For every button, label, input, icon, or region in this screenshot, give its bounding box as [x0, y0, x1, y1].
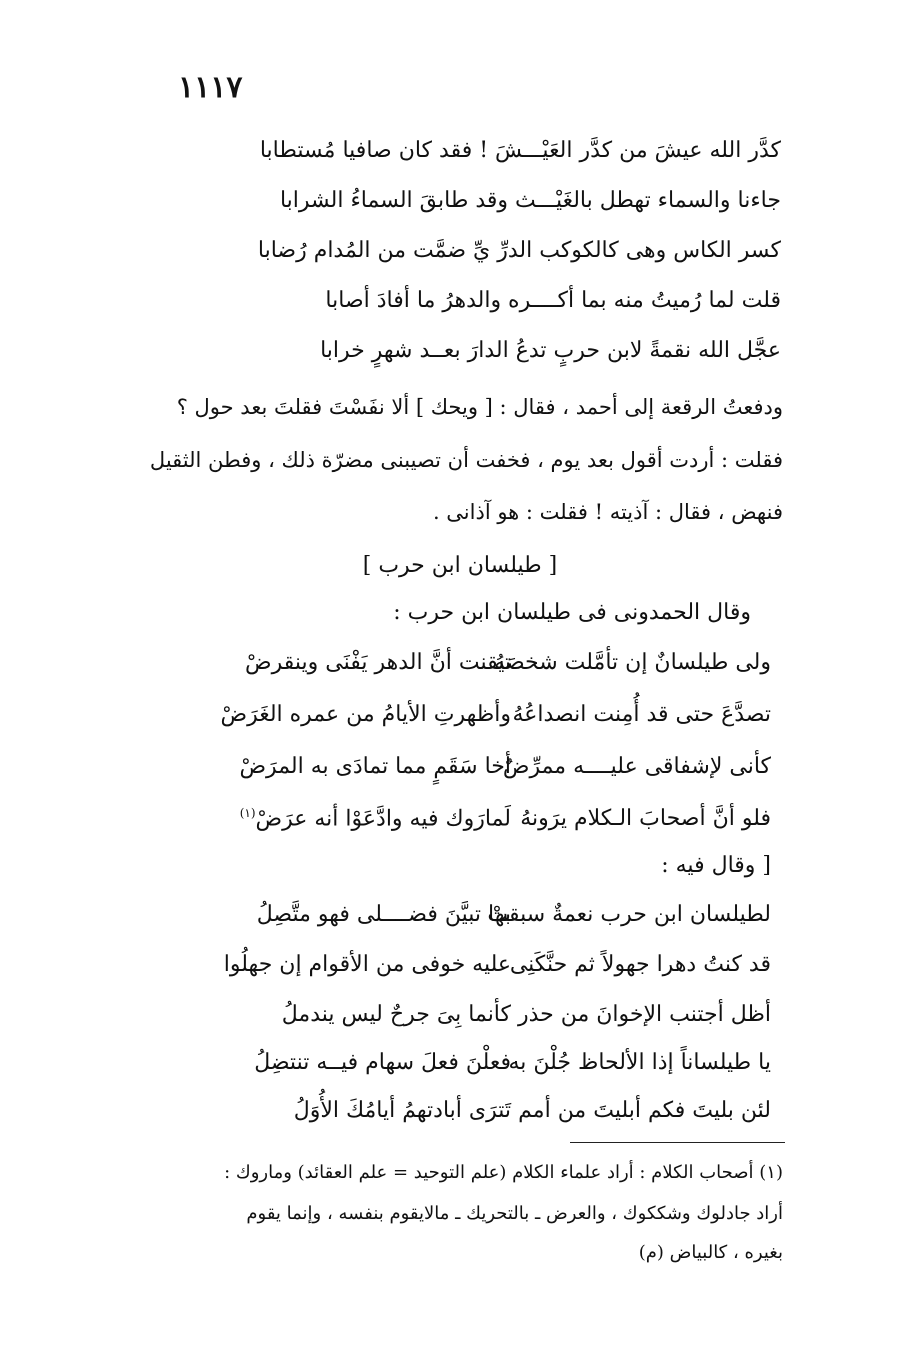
verse-second-hemistich: أخا سَقَمٍ مما تمادَى به المرَضْ [239, 754, 511, 779]
poem-intro-2: [ وقال فيه : [661, 853, 771, 878]
verse-first-hemistich: يا طيلساناً إذا الألحاظ جُلْنَ به [508, 1050, 771, 1075]
verse-second-hemistich: بها تبيَّنَ فضــــلى فهو متَّصِلُ [256, 902, 511, 927]
footnote-line: أراد جادلوك وشككوك ، والعرض ـ بالتحريك ـ مالايقوم بنفسه ، وإنما يقوم [246, 1203, 783, 1224]
footnote-line: بغيره ، كالبياض (م) [638, 1242, 783, 1263]
verse-second-hemistich: وأظهرتِ الأيامُ من عمره الغَرَضْ [220, 702, 511, 727]
verse-first-hemistich: كأنى لإشفاقى عليــــه ممرِّضٌ [502, 754, 771, 779]
verse-first-hemistich: تصدَّعَ حتى قد أُمِنت انصداعُهُ [512, 702, 771, 727]
section-heading: [ طيلسان ابن حرب ] [362, 553, 558, 578]
verse-first-hemistich: فلو أنَّ أصحابَ الـكلام يرَونهُ [520, 806, 771, 831]
footnote-separator [570, 1142, 785, 1143]
verse [221, 702, 771, 727]
verse-second-hemistich: تَترَى أبادتهمُ أيامُكَ الأُوَلُ [293, 1098, 511, 1123]
verse-second-hemistich: لَمارَوك فيه وادَّعَوْا أنه عرَضْ$^{(١)}$ [239, 806, 511, 832]
page-number: ١١١٧ [178, 70, 243, 105]
prose-line: ودفعتُ الرقعة إلى أحمد ، فقال : [ ويحك ] ألا نفَسْتَ فقلتَ بعد حول ؟ [176, 395, 783, 419]
verse [221, 1098, 771, 1123]
poem1-line: قلت لما رُميتُ منه بما أكــــره والدهرُ ما أفادَ أصابا [325, 288, 781, 313]
verse [221, 754, 771, 779]
verse-second-hemistich: فعلْنَ فعلَ سهام فيــه تنتضِلُ [254, 1050, 511, 1075]
verse-first-hemistich: ولى طيلسانٌ إن تأمَّلت شخصَهُ [494, 650, 771, 675]
verse-first-hemistich: قد كنتُ دهرا جهولاً ثم حنَّكَنِى [509, 952, 771, 977]
prose-line: فقلت : أردت أقول بعد يوم ، فخفت أن تصيبنى مضرّة ذلك ، وفطن الثقيل [149, 448, 783, 472]
verse [221, 1050, 771, 1075]
verse [221, 1002, 771, 1027]
verse-first-hemistich: لطيلسان ابن حرب نعمةٌ سبقتْ [487, 902, 771, 927]
verse [221, 806, 771, 831]
verse [221, 952, 771, 977]
prose-line: فنهض ، فقال : آذيته ! فقلت : هو آذانى . [432, 500, 783, 524]
verse [221, 650, 771, 675]
verse-second-hemistich: تيقنت أنَّ الدهر يَفْنَى وينقرضْ [245, 650, 511, 675]
footnote-marker: (١) [239, 806, 256, 820]
poem1-line: عجَّل الله نقمةً لابن حربٍ تدعُ الدارَ بعــد شهرٍ خرابا [320, 338, 781, 363]
poem1-line: كدَّر الله عيشَ من كدَّر العَيْـــشَ ! فقد كان صافيا مُستطابا [259, 138, 781, 163]
verse-second-hemistich: عليه خوفى من الأقوام إن جهلُوا [223, 952, 511, 977]
verse-second-hemistich: كأنما بِىَ جرحٌ ليس يندملُ [281, 1002, 511, 1027]
verse [221, 902, 771, 927]
verse-first-hemistich: أظل أجتنب الإخوانَ من حذر [517, 1002, 771, 1027]
verse-first-hemistich: لئن بليتَ فكم أبليتَ من أمم [518, 1098, 771, 1123]
poem-intro: وقال الحمدونى فى طيلسان ابن حرب : [393, 600, 751, 625]
poem1-line: كسر الكاس وهى كالكوكب الدرِّ يِّ ضمَّت من المُدام رُضابا [257, 238, 781, 263]
footnote-line: (١) أصحاب الكلام : أراد علماء الكلام (علم التوحيد = علم العقائد) وماروك : [224, 1162, 783, 1183]
poem1-line: جاءنا والسماء تهطل بالغَيْـــث وقد طابقَ السماءُ الشرابا [279, 188, 781, 213]
